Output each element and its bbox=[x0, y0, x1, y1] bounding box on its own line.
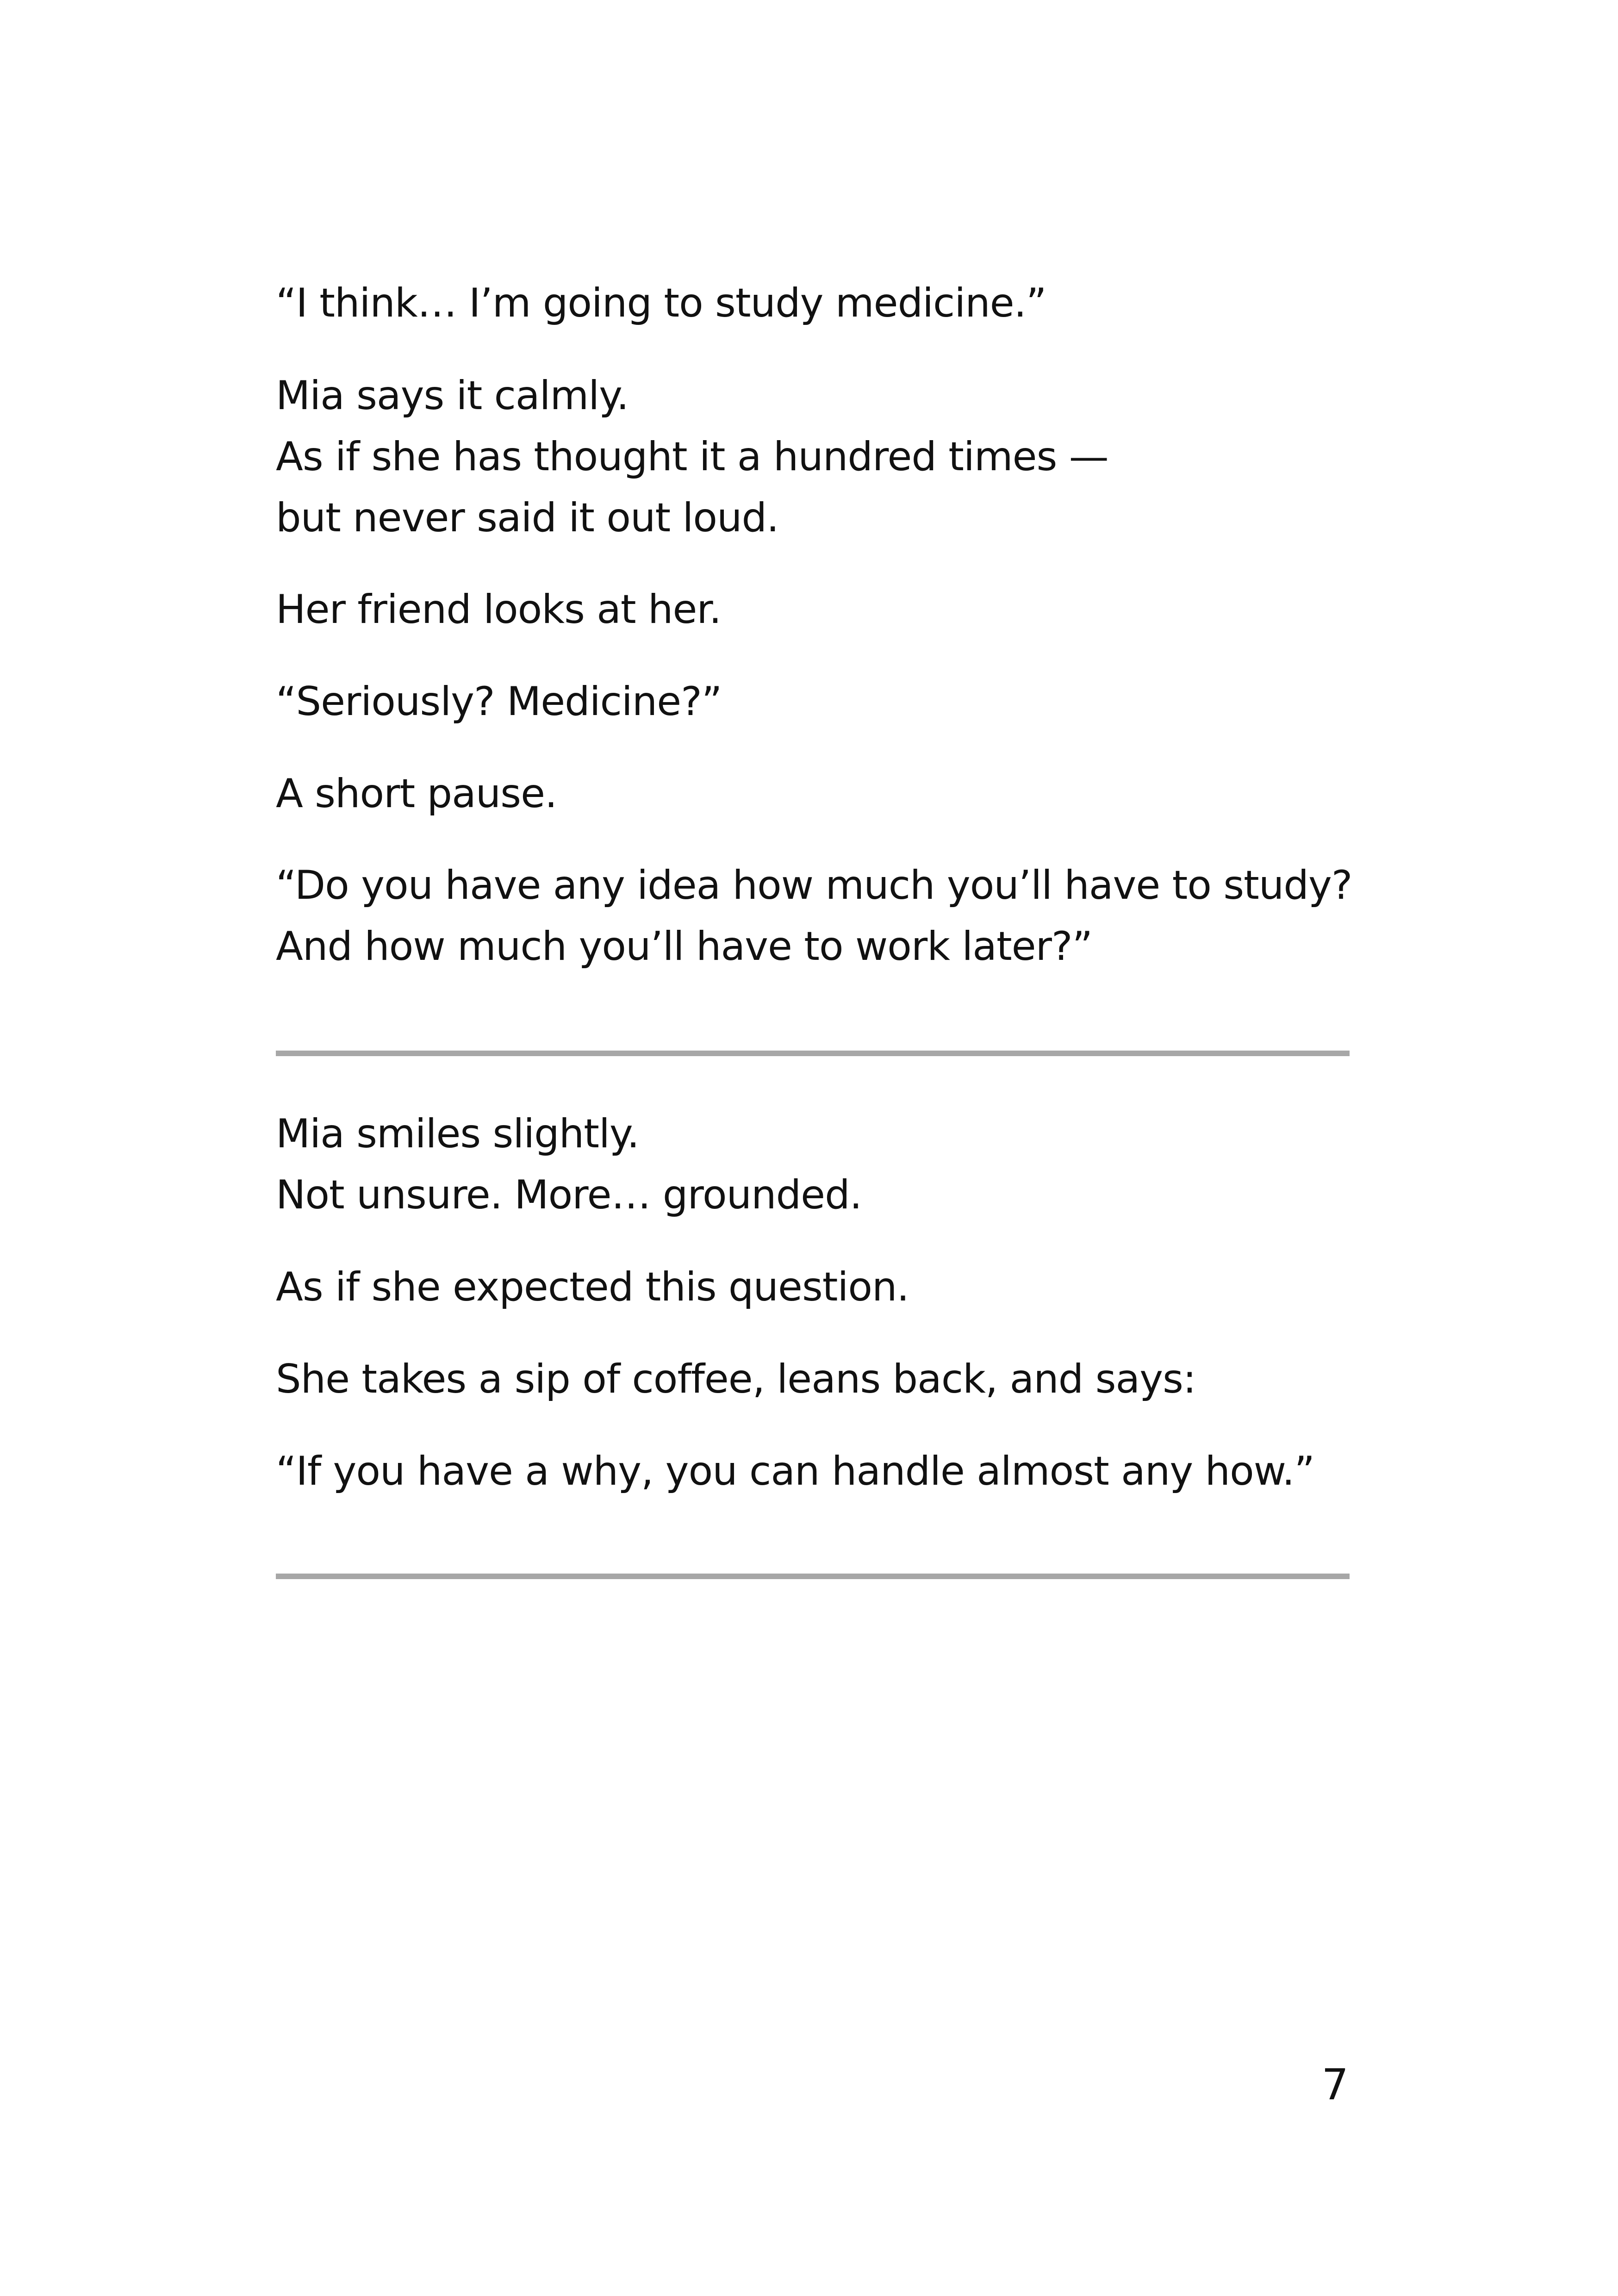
paragraph-line: As if she expected this question. bbox=[276, 1264, 909, 1310]
section-divider bbox=[276, 1051, 1350, 1056]
section-divider bbox=[276, 1574, 1350, 1579]
paragraph-line: Not unsure. More… grounded. bbox=[276, 1172, 862, 1218]
paragraph-line: but never said it out loud. bbox=[276, 495, 779, 541]
paragraph-line: And how much you’ll have to work later?” bbox=[276, 923, 1093, 970]
paragraph-opening-quote: “I think… I’m going to study medicine.” bbox=[276, 280, 1046, 326]
paragraph-line: “Do you have any idea how much you’ll have to study? bbox=[276, 862, 1352, 908]
paragraph-line: “Seriously? Medicine?” bbox=[276, 678, 722, 725]
paragraph-line: Her friend looks at her. bbox=[276, 586, 722, 633]
paragraph-closing-quote: “If you have a why, you can handle almost any how.” bbox=[276, 1448, 1315, 1494]
paragraph-line: Mia says it calmly. bbox=[276, 373, 629, 419]
paragraph-line: She takes a sip of coffee, leans back, and says: bbox=[276, 1356, 1196, 1402]
paragraph-line: A short pause. bbox=[276, 771, 557, 817]
page-number: 7 bbox=[1321, 2060, 1349, 2109]
paragraph-line: As if she has thought it a hundred times — bbox=[276, 434, 1108, 480]
paragraph-line: Mia smiles slightly. bbox=[276, 1111, 639, 1157]
